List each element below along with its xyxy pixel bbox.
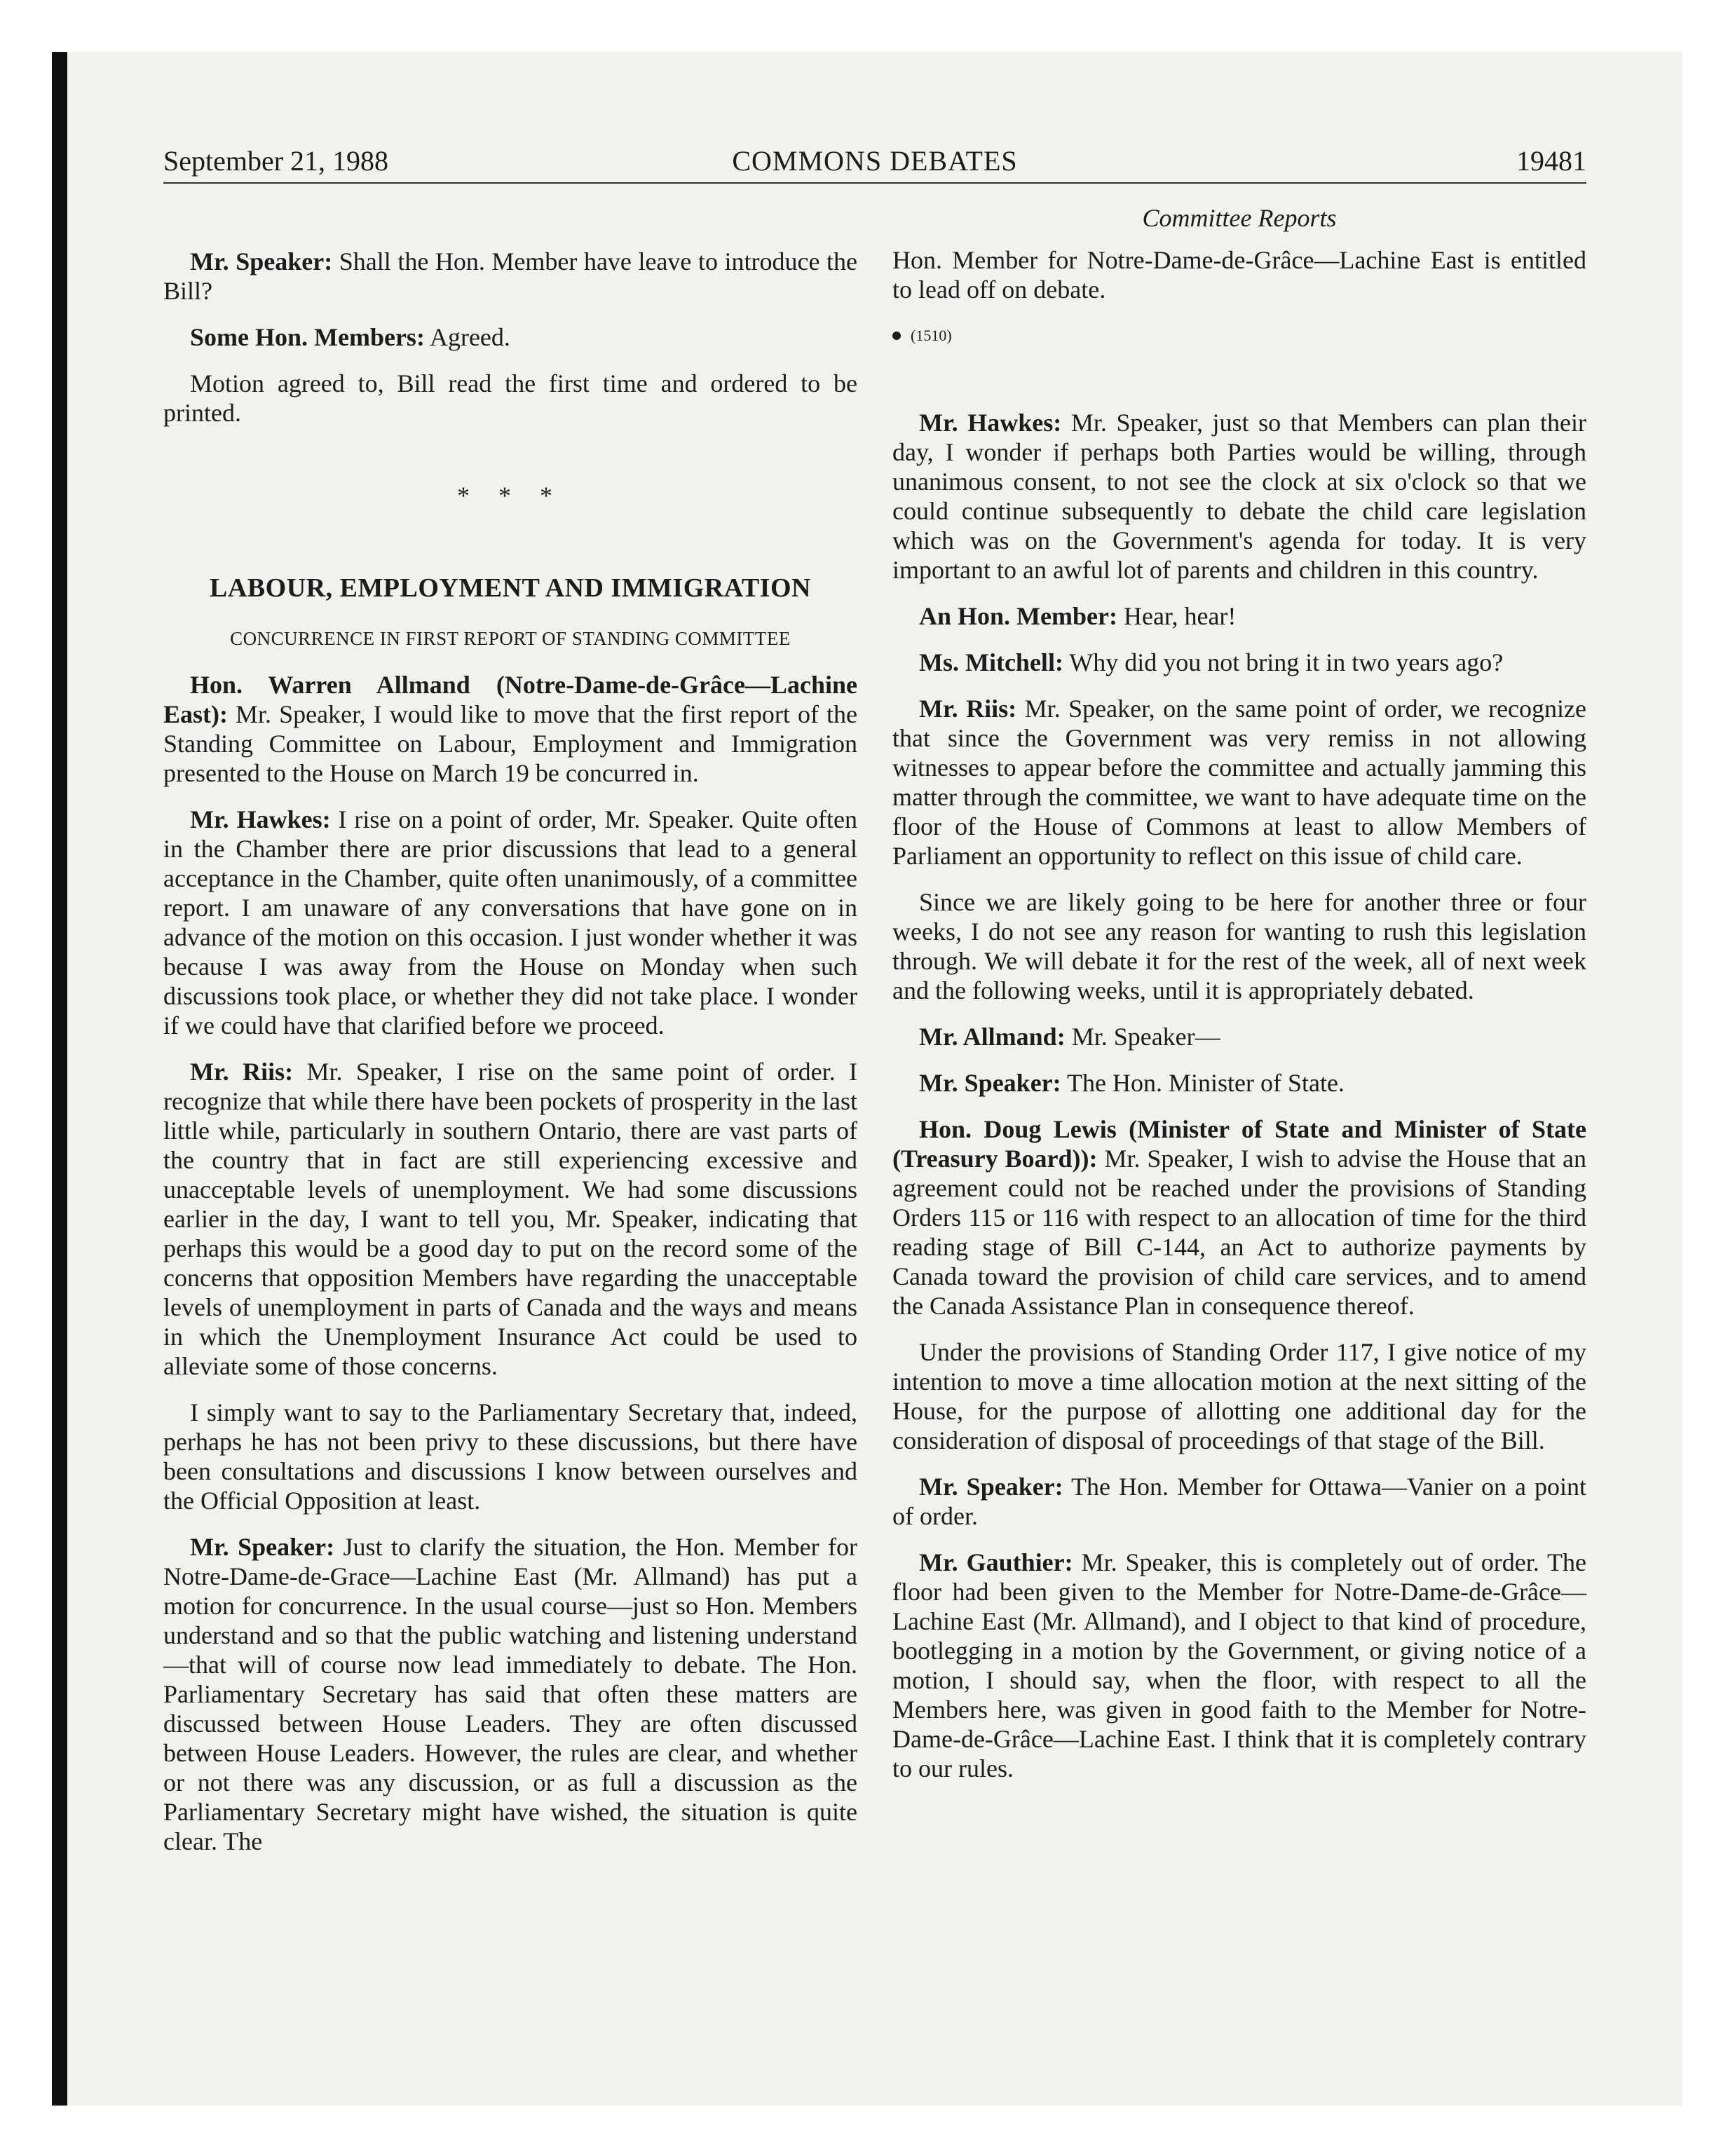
paragraph: [892, 1022, 1586, 1051]
speech-text: Mr. Speaker, I would like to move that the first report of the Standing Committee on Labour, Employment and Immigration presented to the House on March 19 be concurred in.: [163, 700, 857, 787]
speech-text: I rise on a point of order, Mr. Speaker. Quite often in the Chamber there are prior discussions that lead to a general acceptance in the Chamber, quite often unanimously, of a committee report. I am unaware of any conversations that have gone on in advance of the motion on this occasion. I just wonder whether it was because I was away from the House on Monday when such discussions took place, or whether they did not take place. I wonder if we could have that clarified before we proceed.: [163, 805, 858, 1039]
speech-text: Why did you not bring it in two years ago?: [1063, 648, 1504, 676]
paragraph: [163, 1057, 857, 1381]
left-column: [163, 247, 857, 1873]
right-column: [892, 203, 1586, 1800]
header-publication: COMMONS DEBATES: [732, 145, 1018, 177]
speech-text: The Hon. Minister of State.: [1061, 1069, 1345, 1097]
speaker-name: Hon. Warren Allmand (Notre-Dame-de-Grâce—Lachine East):: [163, 671, 857, 728]
section-heading: LABOUR, EMPLOYMENT AND IMMIGRATION: [210, 573, 811, 603]
header-page-number: 19481: [1516, 145, 1586, 177]
speaker-name: Mr. Riis:: [190, 1058, 294, 1086]
speaker-name: Some Hon. Members:: [190, 323, 425, 351]
speech-text: Mr. Speaker, this is completely out of order. The floor had been given to the Member for Notre-Dame-de-Grâce—Lachine East (Mr. Allmand), and I object to that kind of procedure, bootlegging in a motion by the Government, or giving notice of a motion, I should say, when the floor, with respect to all the Members here, was given in good faith to the Member for Notre-Dame-de-Grâce—Lachine East. I think that it is completely contrary to our rules.: [892, 1548, 1586, 1782]
scan-edge-bar: [52, 52, 67, 2106]
speaker-name: Mr. Hawkes:: [190, 805, 331, 833]
paragraph: Motion agreed to, Bill read the first time and ordered to be printed.: [163, 369, 857, 427]
speech-text: Agreed.: [424, 323, 510, 351]
paragraph: [892, 601, 1586, 631]
speaker-name: Mr. Speaker:: [190, 247, 333, 275]
timestamp: [892, 321, 1586, 350]
speaker-name: Hon. Doug Lewis (Minister of State and Minister of State (Treasury Board)):: [892, 1115, 1586, 1173]
speaker-name: Mr. Riis:: [919, 695, 1017, 723]
speaker-name: Mr. Gauthier:: [919, 1548, 1073, 1576]
section-label: Committee Reports: [1142, 204, 1337, 232]
speaker-name: Mr. Speaker:: [919, 1473, 1063, 1501]
speech-text: Mr. Speaker, on the same point of order, we recognize that since the Government was very remiss in not allowing witnesses to appear before the committee and actually jamming this matter through the committee, we want to have adequate time on the floor of the House of Commons at least to allow Members of Parliament an opportunity to reflect on this issue of child care.: [892, 695, 1586, 870]
header-date: September 21, 1988: [163, 145, 389, 177]
speaker-name: Mr. Allmand:: [919, 1023, 1066, 1051]
paragraph: [892, 1068, 1586, 1098]
paragraph: [163, 1532, 857, 1856]
speech-text: Mr. Speaker, just so that Members can plan their day, I wonder if perhaps both Parties would be willing, through unanimous consent, to not see the clock at six o'clock so that we could continue subsequently to debate the child care legislation which was on the Government's agenda for today. It is very important to an awful lot of parents and children in this country.: [892, 409, 1586, 584]
speaker-name: An Hon. Member:: [919, 602, 1117, 630]
paragraph: Since we are likely going to be here for another three or four weeks, I do not see any reason for wanting to rush this legislation through. We will debate it for the rest of the week, all of next week and the following weeks, until it is appropriately debated.: [892, 888, 1586, 1004]
speech-text: Mr. Speaker—: [1065, 1023, 1220, 1051]
paragraph: [163, 805, 857, 1040]
page-header: [163, 140, 1586, 184]
timestamp-text: (1510): [911, 327, 952, 344]
speech-text: Mr. Speaker, I wish to advise the House that an agreement could not be reached under the provisions of Standing Orders 115 or 116 with respect to an allocation of time for the third reading stage of Bill C-144, an Act to authorize payments by Canada toward the provision of child care services, and to amend the Canada Assistance Plan in consequence thereof.: [892, 1145, 1586, 1320]
speech-text: Mr. Speaker, I rise on the same point of order. I recognize that while there have been pockets of prosperity in the last little while, particularly in southern Ontario, there are vast parts of the country that in fact are still experiencing excessive and unacceptable levels of unemployment. We had some discussions earlier in the day, I want to tell you, Mr. Speaker, indicating that perhaps this would be a good day to put on the record some of the concerns that opposition Members have regarding the unacceptable levels of unemployment in parts of Canada and the ways and means in which the Unemployment Insurance Act could be used to alleviate some of those concerns.: [163, 1058, 857, 1380]
bullet-icon: [892, 332, 901, 340]
speech-text: Shall the Hon. Member have leave to introduce the Bill?: [163, 247, 858, 305]
paragraph: [163, 247, 857, 306]
paragraph: [892, 408, 1586, 585]
paragraph: I simply want to say to the Parliamentary Secretary that, indeed, perhaps he has not been privy to these discussions, but there have been consultations and discussions I know between ourselves and the Official Opposition at least.: [163, 1398, 857, 1515]
paragraph: [892, 648, 1586, 677]
speech-text: Hear, hear!: [1117, 602, 1237, 630]
paragraph: [163, 670, 857, 788]
speech-text: Just to clarify the situation, the Hon. Member for Notre-Dame-de-Grace—Lachine East (Mr. Allmand) has put a motion for concurrence. In the usual course—just so Hon. Members understand and so that the public watching and listening understand—that will of course now lead immediately to debate. The Hon. Parliamentary Secretary has said that often these matters are discussed between House Leaders. They are often discussed between House Leaders. However, the rules are clear, and whether or not there was any discussion, or as full a discussion as the Parliamentary Secretary might have wished, the situation is quite clear. The: [163, 1533, 857, 1855]
speaker-name: Mr. Speaker:: [919, 1069, 1061, 1097]
paragraph: [163, 322, 857, 352]
section-separator: * * *: [457, 482, 564, 510]
speaker-name: Ms. Mitchell:: [919, 648, 1063, 676]
paragraph: Hon. Member for Notre-Dame-de-Grâce—Lachine East is entitled to lead off on debate.: [892, 246, 1586, 303]
paragraph: [892, 694, 1586, 871]
speaker-name: Mr. Hawkes:: [919, 409, 1062, 437]
speech-text: The Hon. Member for Ottawa—Vanier on a point of order.: [892, 1473, 1586, 1530]
paragraph: [892, 1114, 1586, 1321]
speaker-name: Mr. Speaker:: [190, 1533, 335, 1561]
section-subheading: CONCURRENCE IN FIRST REPORT OF STANDING COMMITTEE: [230, 628, 791, 649]
paragraph: [892, 1472, 1586, 1531]
paragraph: [892, 1548, 1586, 1783]
paragraph: Under the provisions of Standing Order 117, I give notice of my intention to move a time allocation motion at the next sitting of the House, for the purpose of allotting one additional day for the consideration of disposal of proceedings of that stage of the Bill.: [892, 1338, 1586, 1454]
